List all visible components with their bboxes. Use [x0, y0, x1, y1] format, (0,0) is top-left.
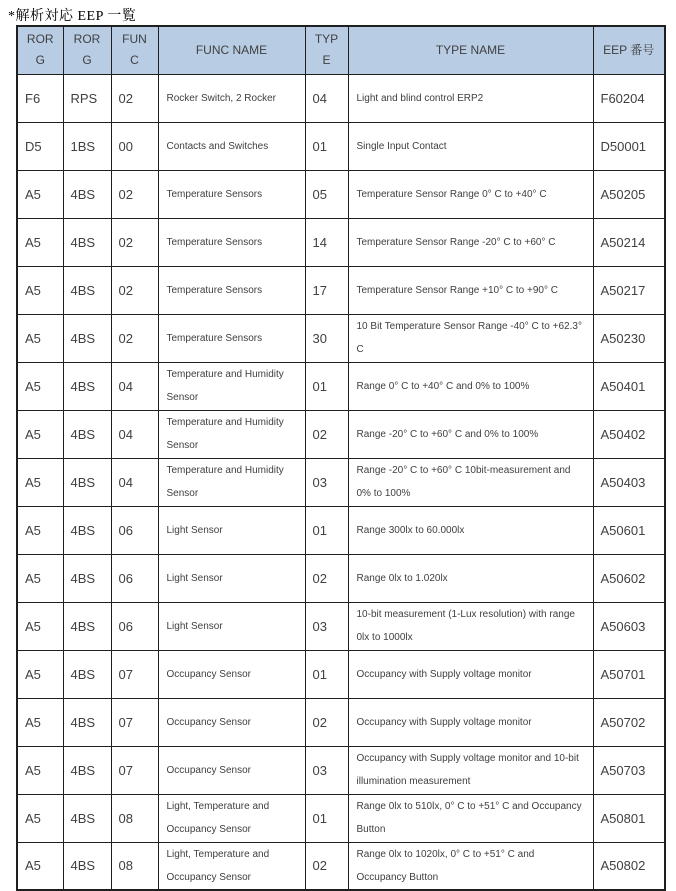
cell-func-name: Occupancy Sensor — [158, 698, 305, 746]
cell-rorg-1: A5 — [17, 362, 63, 410]
cell-eep-number: A50217 — [593, 266, 665, 314]
cell-rorg-1: A5 — [17, 458, 63, 506]
header-row — [17, 26, 665, 74]
cell-type-name: Temperature Sensor Range 0° C to +40° C — [348, 170, 593, 218]
eep-table — [16, 25, 666, 891]
cell-eep-number: A50801 — [593, 794, 665, 842]
cell-rorg-1: A5 — [17, 218, 63, 266]
table-row — [17, 506, 665, 554]
cell-func: 06 — [111, 506, 158, 554]
cell-func: 04 — [111, 410, 158, 458]
cell-rorg-1: A5 — [17, 170, 63, 218]
cell-func-name: Temperature and Humidity Sensor — [158, 458, 305, 506]
cell-type-name: Range 300lx to 60.000lx — [348, 506, 593, 554]
cell-func-name: Temperature Sensors — [158, 266, 305, 314]
cell-rorg-1: A5 — [17, 314, 63, 362]
cell-type: 30 — [305, 314, 348, 362]
cell-eep-number: F60204 — [593, 74, 665, 122]
table-row — [17, 314, 665, 362]
cell-func: 07 — [111, 698, 158, 746]
cell-rorg-2: 4BS — [63, 842, 111, 890]
cell-type: 04 — [305, 74, 348, 122]
cell-type-name: Range 0lx to 1.020lx — [348, 554, 593, 602]
cell-rorg-2: 1BS — [63, 122, 111, 170]
cell-type: 03 — [305, 746, 348, 794]
cell-eep-number: A50403 — [593, 458, 665, 506]
cell-type: 02 — [305, 554, 348, 602]
table-row — [17, 842, 665, 890]
cell-type: 02 — [305, 842, 348, 890]
header-rorg-2: RORG — [63, 26, 111, 74]
table-row — [17, 362, 665, 410]
table-row — [17, 698, 665, 746]
cell-type: 01 — [305, 794, 348, 842]
cell-rorg-2: 4BS — [63, 170, 111, 218]
cell-rorg-2: 4BS — [63, 794, 111, 842]
cell-type-name: Range 0lx to 510lx, 0° C to +51° C and Occupancy Button — [348, 794, 593, 842]
cell-func-name: Occupancy Sensor — [158, 650, 305, 698]
table-body — [17, 74, 665, 890]
table-row — [17, 794, 665, 842]
cell-eep-number: A50603 — [593, 602, 665, 650]
cell-eep-number: A50702 — [593, 698, 665, 746]
cell-type-name: Range 0lx to 1020lx, 0° C to +51° C and Occupancy Button — [348, 842, 593, 890]
cell-rorg-1: A5 — [17, 794, 63, 842]
cell-rorg-2: 4BS — [63, 650, 111, 698]
cell-eep-number: A50214 — [593, 218, 665, 266]
table-row — [17, 458, 665, 506]
cell-func: 04 — [111, 362, 158, 410]
cell-eep-number: A50602 — [593, 554, 665, 602]
cell-rorg-2: 4BS — [63, 218, 111, 266]
cell-type: 17 — [305, 266, 348, 314]
cell-rorg-1: D5 — [17, 122, 63, 170]
header-eep-number: EEP 番号 — [593, 26, 665, 74]
header-func: FUNC — [111, 26, 158, 74]
cell-type: 03 — [305, 458, 348, 506]
cell-func: 06 — [111, 554, 158, 602]
cell-rorg-2: 4BS — [63, 314, 111, 362]
cell-type-name: Temperature Sensor Range +10° C to +90° C — [348, 266, 593, 314]
page-title: *解析対応 EEP 一覧 — [8, 9, 137, 24]
cell-type-name: Range -20° C to +60° C 10bit-measurement and 0% to 100% — [348, 458, 593, 506]
cell-func: 07 — [111, 650, 158, 698]
cell-rorg-1: A5 — [17, 746, 63, 794]
cell-rorg-1: A5 — [17, 602, 63, 650]
cell-type: 01 — [305, 122, 348, 170]
cell-rorg-2: 4BS — [63, 746, 111, 794]
table-row — [17, 218, 665, 266]
cell-func-name: Rocker Switch, 2 Rocker — [158, 74, 305, 122]
cell-eep-number: A50401 — [593, 362, 665, 410]
cell-rorg-2: 4BS — [63, 602, 111, 650]
cell-func: 02 — [111, 74, 158, 122]
header-func-name: FUNC NAME — [158, 26, 305, 74]
cell-func: 08 — [111, 794, 158, 842]
cell-func: 04 — [111, 458, 158, 506]
cell-rorg-2: 4BS — [63, 410, 111, 458]
cell-func: 06 — [111, 602, 158, 650]
table-row — [17, 74, 665, 122]
cell-type-name: Range 0° C to +40° C and 0% to 100% — [348, 362, 593, 410]
cell-rorg-1: A5 — [17, 554, 63, 602]
cell-func-name: Temperature and Humidity Sensor — [158, 410, 305, 458]
table-row — [17, 554, 665, 602]
cell-func-name: Contacts and Switches — [158, 122, 305, 170]
cell-rorg-1: A5 — [17, 842, 63, 890]
cell-func: 02 — [111, 218, 158, 266]
cell-func-name: Light Sensor — [158, 554, 305, 602]
cell-func: 02 — [111, 170, 158, 218]
cell-rorg-1: A5 — [17, 506, 63, 554]
cell-func-name: Temperature Sensors — [158, 218, 305, 266]
table-row — [17, 170, 665, 218]
cell-type-name: Occupancy with Supply voltage monitor — [348, 698, 593, 746]
cell-eep-number: A50601 — [593, 506, 665, 554]
cell-type-name: Range -20° C to +60° C and 0% to 100% — [348, 410, 593, 458]
cell-type: 02 — [305, 698, 348, 746]
cell-func-name: Light, Temperature and Occupancy Sensor — [158, 842, 305, 890]
cell-type-name: Temperature Sensor Range -20° C to +60° C — [348, 218, 593, 266]
cell-func: 08 — [111, 842, 158, 890]
table-row — [17, 122, 665, 170]
cell-rorg-2: 4BS — [63, 698, 111, 746]
cell-type-name: Occupancy with Supply voltage monitor — [348, 650, 593, 698]
cell-rorg-2: 4BS — [63, 458, 111, 506]
cell-type-name: Single Input Contact — [348, 122, 593, 170]
cell-func: 02 — [111, 314, 158, 362]
cell-type: 01 — [305, 650, 348, 698]
cell-type-name: Occupancy with Supply voltage monitor and 10-bit illumination measurement — [348, 746, 593, 794]
cell-type: 01 — [305, 506, 348, 554]
cell-func-name: Temperature Sensors — [158, 170, 305, 218]
cell-rorg-2: 4BS — [63, 554, 111, 602]
cell-func: 00 — [111, 122, 158, 170]
header-type-name: TYPE NAME — [348, 26, 593, 74]
cell-eep-number: D50001 — [593, 122, 665, 170]
cell-func-name: Light, Temperature and Occupancy Sensor — [158, 794, 305, 842]
cell-rorg-2: 4BS — [63, 362, 111, 410]
header-rorg-1: RORG — [17, 26, 63, 74]
cell-rorg-2: 4BS — [63, 266, 111, 314]
cell-rorg-1: F6 — [17, 74, 63, 122]
cell-rorg-2: RPS — [63, 74, 111, 122]
cell-type-name: 10-bit measurement (1-Lux resolution) with range 0lx to 1000lx — [348, 602, 593, 650]
cell-func-name: Temperature Sensors — [158, 314, 305, 362]
table-row — [17, 602, 665, 650]
cell-type: 14 — [305, 218, 348, 266]
cell-type: 02 — [305, 410, 348, 458]
cell-func: 07 — [111, 746, 158, 794]
cell-type: 05 — [305, 170, 348, 218]
cell-type: 03 — [305, 602, 348, 650]
cell-func: 02 — [111, 266, 158, 314]
cell-rorg-1: A5 — [17, 650, 63, 698]
cell-func-name: Occupancy Sensor — [158, 746, 305, 794]
table-row — [17, 650, 665, 698]
cell-eep-number: A50701 — [593, 650, 665, 698]
cell-type: 01 — [305, 362, 348, 410]
table-row — [17, 746, 665, 794]
cell-rorg-1: A5 — [17, 410, 63, 458]
header-type: TYPE — [305, 26, 348, 74]
cell-type-name: Light and blind control ERP2 — [348, 74, 593, 122]
cell-eep-number: A50402 — [593, 410, 665, 458]
table-row — [17, 410, 665, 458]
cell-type-name: 10 Bit Temperature Sensor Range -40° C to +62.3° C — [348, 314, 593, 362]
cell-eep-number: A50230 — [593, 314, 665, 362]
cell-func-name: Temperature and Humidity Sensor — [158, 362, 305, 410]
cell-eep-number: A50802 — [593, 842, 665, 890]
cell-rorg-1: A5 — [17, 698, 63, 746]
cell-eep-number: A50205 — [593, 170, 665, 218]
cell-func-name: Light Sensor — [158, 602, 305, 650]
cell-eep-number: A50703 — [593, 746, 665, 794]
cell-rorg-2: 4BS — [63, 506, 111, 554]
cell-rorg-1: A5 — [17, 266, 63, 314]
table-row — [17, 266, 665, 314]
cell-func-name: Light Sensor — [158, 506, 305, 554]
